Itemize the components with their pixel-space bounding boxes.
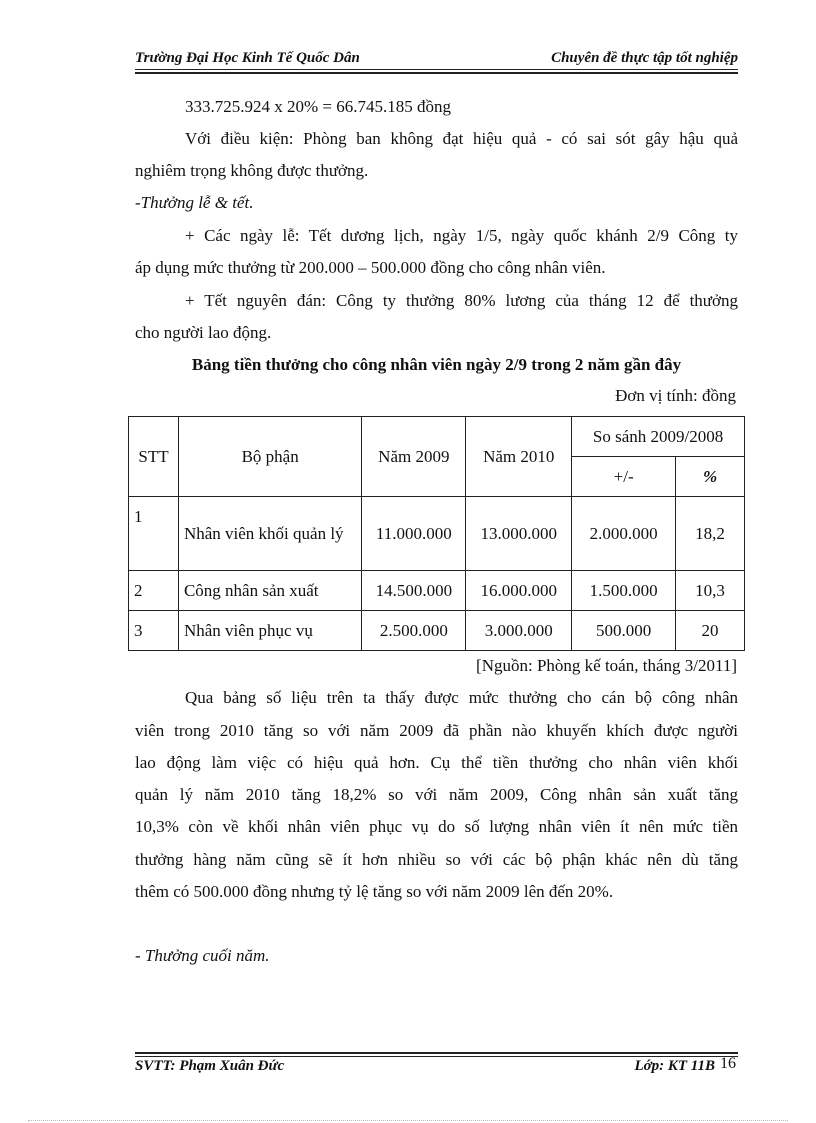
header-university: Trường Đại Học Kinh Tế Quốc Dân [135,50,360,66]
header-report-title: Chuyên đề thực tập tốt nghiệp [551,50,738,66]
row-2009: 2.500.000 [362,611,466,651]
row-stt: 2 [129,571,179,611]
header-percent: % [676,457,745,497]
header-year-2009: Năm 2009 [362,417,466,497]
footer-student: SVTT: Phạm Xuân Đức [135,1058,285,1074]
analysis-line-6: thưởng hàng năm cũng sẽ ít hơn nhiều so với các bộ phận khác nên dù tăng [135,850,738,869]
analysis-line-4: quản lý năm 2010 tăng 18,2% so với năm 2009, Công nhân sản xuất tăng [135,785,738,804]
row-2010: 3.000.000 [466,611,572,651]
row-2009: 11.000.000 [362,497,466,571]
header-year-2010: Năm 2010 [466,417,572,497]
row-2010: 13.000.000 [466,497,572,571]
tet-line-2: cho người lao động. [135,323,272,342]
table-title: Bảng tiền thưởng cho công nhân viên ngày 2/9 trong 2 năm gần đây [191,355,682,374]
analysis-line-3: lao động làm việc có hiệu quả hơn. Cụ thể tiền thưởng cho nhân viên khối [135,753,738,772]
table-header-row [129,417,745,457]
analysis-line-7: thêm có 500.000 đồng nhưng tỷ lệ tăng so với năm 2009 lên đến 20%. [135,882,614,901]
row-stt: 3 [129,611,179,651]
header-stt: STT [129,417,179,497]
condition-line-1: Với điều kiện: Phòng ban không đạt hiệu quả - có sai sót gây hậu quả [185,129,738,148]
year-end-bonus-heading: - Thưởng cuối năm. [135,946,270,965]
row-2010: 16.000.000 [466,571,572,611]
tet-line-1: + Tết nguyên đán: Công ty thưởng 80% lương của tháng 12 để thưởng [185,291,738,310]
row-percent: 20 [676,611,745,651]
page-bottom-border [28,1120,788,1121]
header-compare: So sánh 2009/2008 [572,417,745,457]
row-department: Nhân viên khối quản lý [178,497,361,571]
row-percent: 10,3 [676,571,745,611]
holidays-line-1: + Các ngày lễ: Tết dương lịch, ngày 1/5, ngày quốc khánh 2/9 Công ty [185,226,738,245]
row-department: Nhân viên phục vụ [178,611,361,651]
analysis-line-5: 10,3% còn về khối nhân viên phục vụ do số lượng nhân viên ít nên mức tiền [135,817,738,836]
table-unit: Đơn vị tính: đồng [615,386,736,405]
analysis-line-1: Qua bảng số liệu trên ta thấy được mức thưởng cho cán bộ công nhân [185,688,738,707]
header-rule-thick [135,72,738,74]
table-row [129,571,745,611]
footer-rule [135,1056,738,1057]
table-row [129,611,745,651]
header-diff: +/- [572,457,676,497]
page-number: 16 [720,1055,736,1072]
footer-rule-thick [135,1052,738,1054]
row-diff: 500.000 [572,611,676,651]
row-department: Công nhân sản xuất [178,571,361,611]
holiday-bonus-heading: -Thưởng lễ & tết. [135,193,254,212]
row-diff: 2.000.000 [572,497,676,571]
row-stt: 1 [129,497,179,571]
holidays-line-2: áp dụng mức thưởng từ 200.000 – 500.000 đồng cho công nhân viên. [135,258,606,277]
footer-class: Lớp: KT 11B [634,1058,715,1074]
table-source: [Nguồn: Phòng kế toán, tháng 3/2011] [476,656,737,675]
condition-line-2: nghiêm trọng không được thưởng. [135,161,369,180]
bonus-calculation: 333.725.924 x 20% = 66.745.185 đồng [185,97,451,116]
header-department: Bộ phận [178,417,361,497]
row-2009: 14.500.000 [362,571,466,611]
row-percent: 18,2 [676,497,745,571]
analysis-line-2: viên trong 2010 tăng so với năm 2009 đã phần nào khuyến khích được người [135,721,738,740]
table-row [129,497,745,571]
row-diff: 1.500.000 [572,571,676,611]
bonus-table [128,416,745,651]
header-rule [135,69,738,70]
